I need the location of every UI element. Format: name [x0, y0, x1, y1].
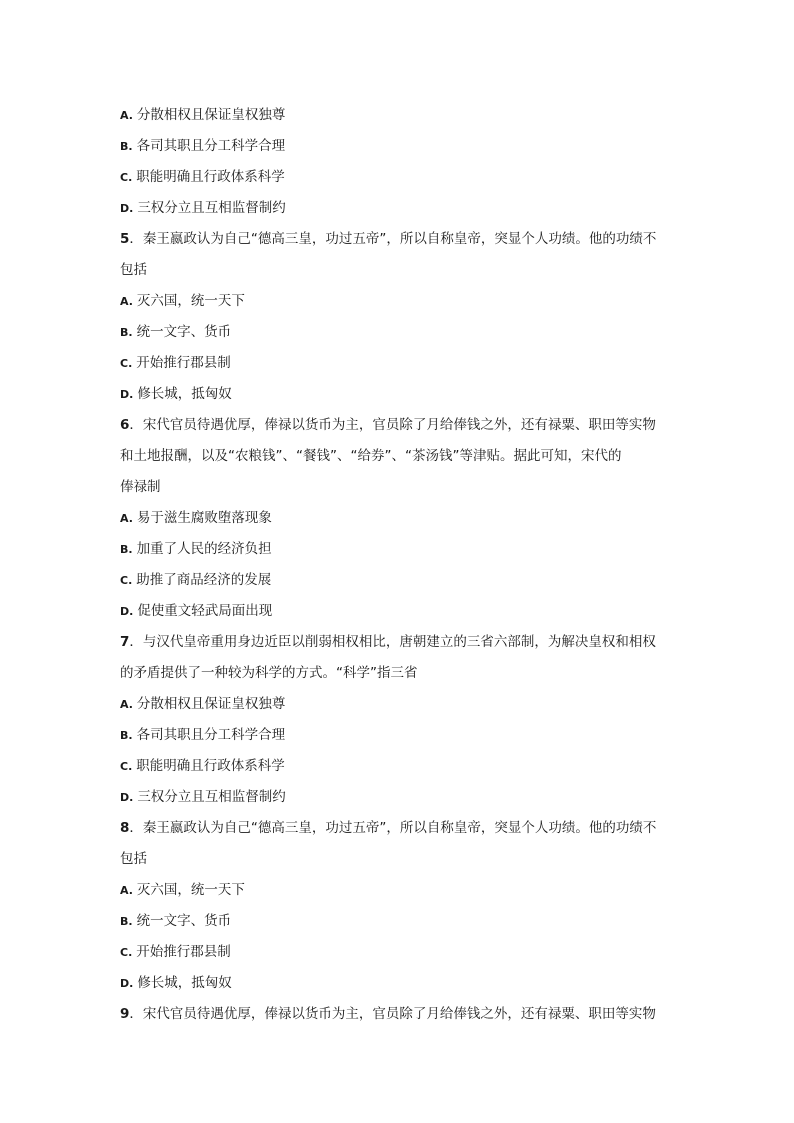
answer-option — [120, 968, 680, 999]
option-letter: D. — [120, 605, 134, 618]
answer-option — [120, 193, 680, 224]
answer-option — [120, 565, 680, 596]
option-letter: C. — [120, 171, 133, 184]
question-text-continued: 包括 — [120, 851, 147, 867]
question-text-continued: 和土地报酬，以及“农粮钱”、“餐钱”、“给券”、“茶汤钱”等津贴。据此可知，宋代的 — [120, 448, 622, 464]
answer-option — [120, 131, 680, 162]
answer-option — [120, 286, 680, 317]
option-text: 三权分立且互相监督制约 — [137, 200, 286, 216]
question-text: ．与汉代皇帝重用身边近臣以削弱相权相比，唐朝建立的三省六部制，为解决皇权和相权 — [129, 634, 656, 650]
question-stem — [120, 224, 680, 255]
option-letter: C. — [120, 357, 133, 370]
option-text: 易于滋生腐败堕落现象 — [136, 510, 272, 526]
answer-option — [120, 875, 680, 906]
option-letter: B. — [120, 326, 133, 339]
answer-option — [120, 162, 680, 193]
answer-option — [120, 100, 680, 131]
option-text: 三权分立且互相监督制约 — [137, 789, 286, 805]
option-text: 助推了商品经济的发展 — [136, 572, 272, 588]
answer-option — [120, 348, 680, 379]
question-number: 8 — [120, 820, 130, 836]
answer-option — [120, 937, 680, 968]
question-text: ．宋代官员待遇优厚，俸禄以货币为主，官员除了月给俸钱之外，还有禄粟、职田等实物 — [129, 417, 656, 433]
option-text: 统一文字、货币 — [136, 913, 232, 929]
option-text: 促使重文轻武局面出现 — [137, 603, 273, 619]
option-letter: A. — [120, 109, 133, 122]
question-text-continued: 俸禄制 — [120, 479, 161, 495]
question-text: ．秦王嬴政认为自己“德高三皇，功过五帝”，所以自称皇帝，突显个人功绩。他的功绩不 — [129, 820, 657, 836]
question-stem — [120, 999, 680, 1030]
option-letter: D. — [120, 202, 134, 215]
option-text: 各司其职且分工科学合理 — [136, 727, 286, 743]
option-letter: B. — [120, 140, 133, 153]
option-text: 加重了人民的经济负担 — [136, 541, 272, 557]
option-letter: A. — [120, 295, 133, 308]
question-stem — [120, 627, 680, 658]
option-letter: C. — [120, 760, 133, 773]
question-text: ．宋代官员待遇优厚，俸禄以货币为主，官员除了月给俸钱之外，还有禄粟、职田等实物 — [129, 1006, 656, 1022]
answer-option — [120, 720, 680, 751]
option-text: 分散相权且保证皇权独尊 — [136, 107, 286, 123]
option-letter: C. — [120, 574, 133, 587]
answer-option — [120, 782, 680, 813]
question-text-continued: 的矛盾提供了一种较为科学的方式。“科学”指三省 — [120, 665, 418, 681]
question-number: 6 — [120, 417, 130, 433]
option-text: 职能明确且行政体系科学 — [136, 758, 285, 774]
option-text: 开始推行郡县制 — [136, 355, 231, 371]
question-text-continued: 包括 — [120, 262, 147, 278]
exam-questions — [120, 100, 680, 1030]
option-text: 修长城，抵匈奴 — [137, 386, 232, 402]
option-letter: D. — [120, 791, 134, 804]
option-letter: D. — [120, 388, 134, 401]
option-text: 灭六国，统一天下 — [136, 293, 245, 309]
answer-option — [120, 596, 680, 627]
option-text: 统一文字、货币 — [136, 324, 232, 340]
option-text: 灭六国，统一天下 — [136, 882, 245, 898]
option-letter: C. — [120, 946, 133, 959]
option-letter: A. — [120, 512, 133, 525]
option-text: 开始推行郡县制 — [136, 944, 231, 960]
option-letter: A. — [120, 884, 133, 897]
answer-option — [120, 751, 680, 782]
question-number: 5 — [120, 231, 130, 247]
answer-option — [120, 503, 680, 534]
question-stem — [120, 410, 680, 441]
question-stem — [120, 813, 680, 844]
option-letter: D. — [120, 977, 134, 990]
option-text: 职能明确且行政体系科学 — [136, 169, 285, 185]
option-letter: B. — [120, 915, 133, 928]
option-text: 修长城，抵匈奴 — [137, 975, 232, 991]
question-number: 7 — [120, 634, 130, 650]
option-letter: B. — [120, 729, 133, 742]
answer-option — [120, 534, 680, 565]
answer-option — [120, 906, 680, 937]
option-text: 分散相权且保证皇权独尊 — [136, 696, 286, 712]
option-letter: B. — [120, 543, 133, 556]
question-text: ．秦王嬴政认为自己“德高三皇，功过五帝”，所以自称皇帝，突显个人功绩。他的功绩不 — [129, 231, 657, 247]
question-number: 9 — [120, 1006, 130, 1022]
answer-option — [120, 689, 680, 720]
answer-option — [120, 317, 680, 348]
option-text: 各司其职且分工科学合理 — [136, 138, 286, 154]
option-letter: A. — [120, 698, 133, 711]
answer-option — [120, 379, 680, 410]
